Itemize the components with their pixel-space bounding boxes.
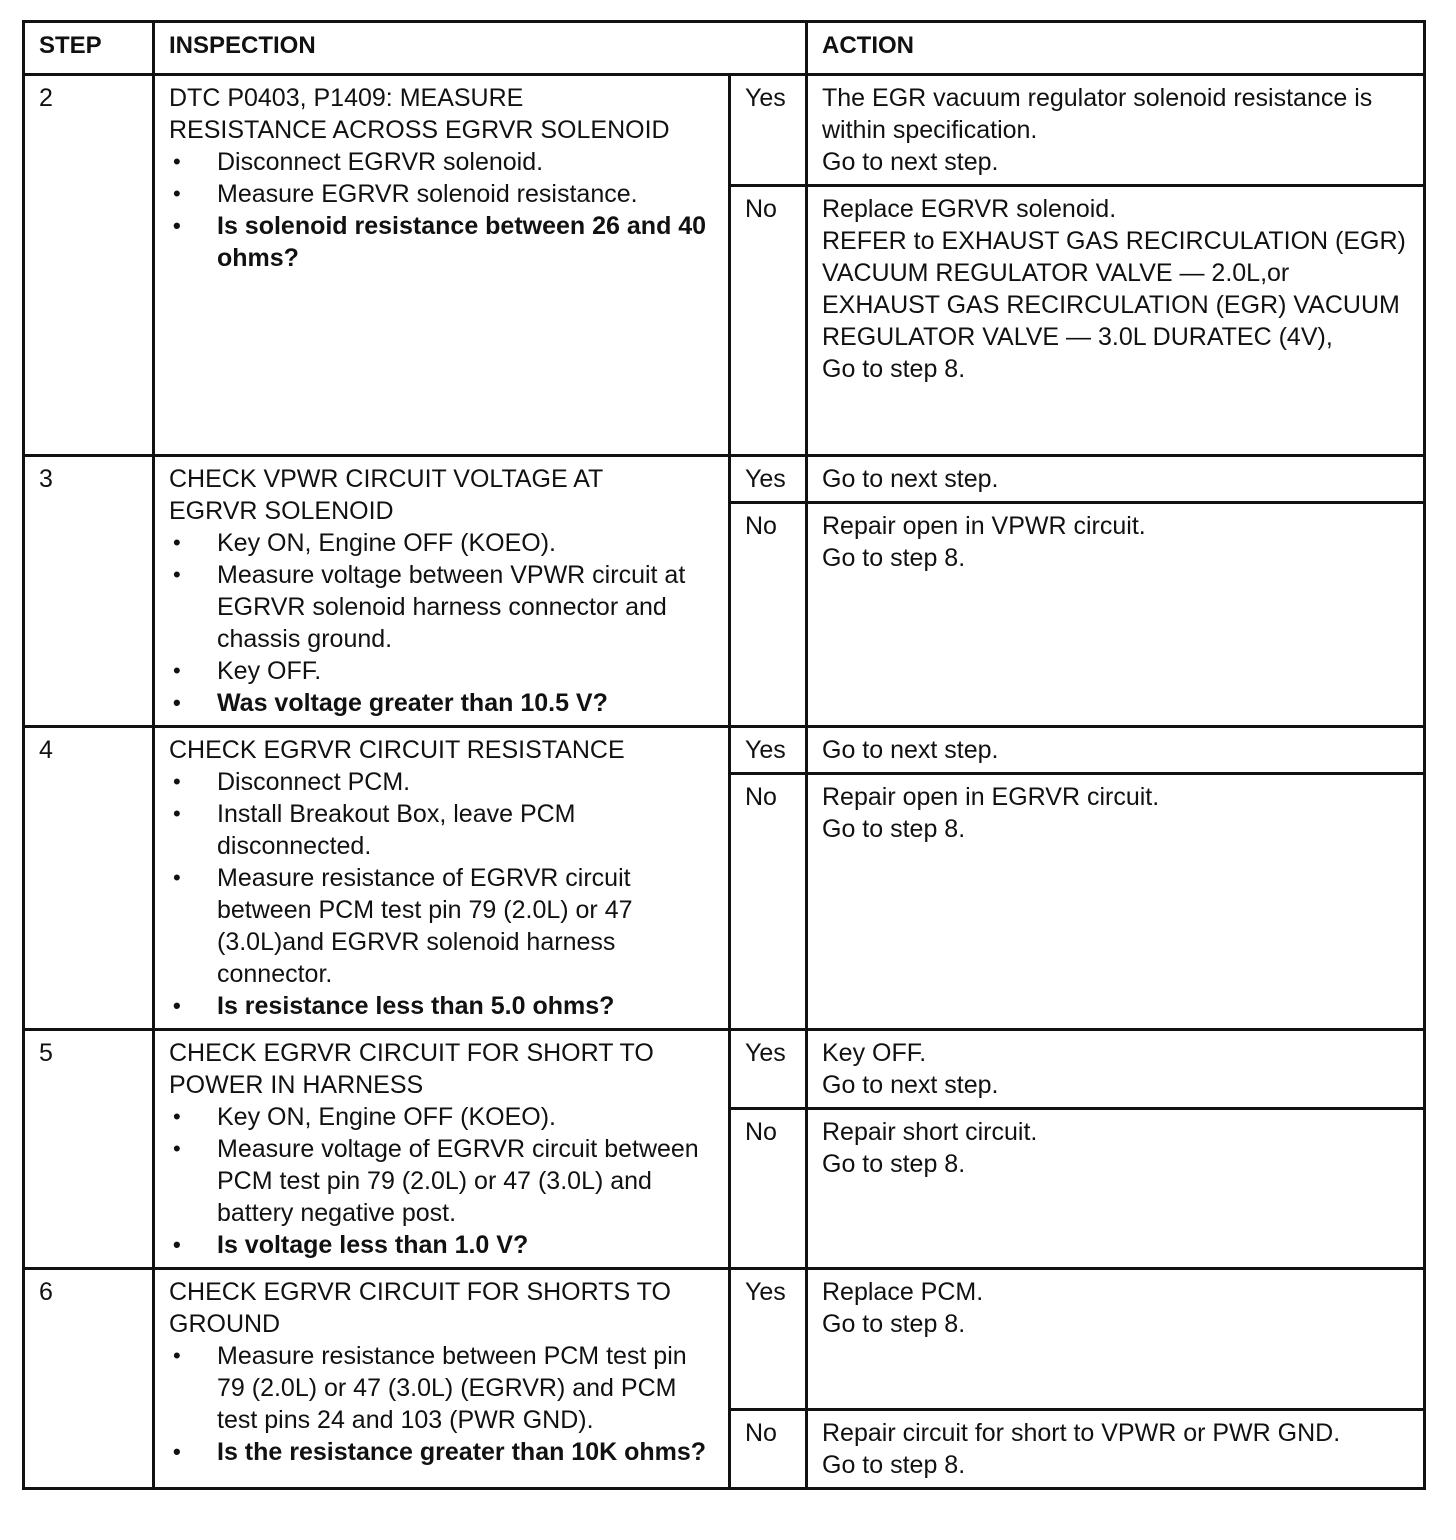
inspection-cell [154, 1269, 730, 1489]
inspection-cell [154, 1030, 730, 1269]
inspection-bullets [169, 1101, 714, 1261]
inspection-title-line: CHECK EGRVR CIRCUIT FOR SHORTS TO [169, 1278, 671, 1306]
inspection-title-line: POWER IN HARNESS [169, 1071, 424, 1099]
action-line: Replace EGRVR solenoid. [822, 195, 1117, 223]
action-line: Go to next step. [822, 465, 999, 493]
inspection-title-line: CHECK EGRVR CIRCUIT FOR SHORT TO [169, 1039, 654, 1067]
action-line: REFER to EXHAUST GAS RECIRCULATION (EGR) VACUUM REGULATOR VALVE — 2.0L,or EXHAUST GAS RECIRCULATION (EGR) VACUUM REGULATOR VALVE — 3.0L DURATEC (4V), [822, 227, 1406, 351]
inspection-title-line: EGRVR SOLENOID [169, 497, 394, 525]
header-step: STEP [24, 22, 154, 75]
step-row-yes [24, 727, 1425, 774]
yes-label: Yes [730, 75, 807, 186]
yes-label: Yes [730, 1269, 807, 1410]
yes-label: Yes [730, 456, 807, 503]
inspection-bullet: • Disconnect EGRVR solenoid. [169, 146, 714, 178]
inspection-cell [154, 727, 730, 1030]
action-line: The EGR vacuum regulator solenoid resistance is within specification. [822, 84, 1373, 144]
inspection-bullets [169, 766, 714, 1022]
inspection-question: • Is voltage less than 1.0 V? [169, 1229, 714, 1261]
header-action: ACTION [807, 22, 1425, 75]
action-line: Go to step 8. [822, 544, 966, 572]
action-line: Go to next step. [822, 148, 999, 176]
no-action [807, 186, 1425, 456]
inspection-cell [154, 75, 730, 456]
inspection-bullet: • Key OFF. [169, 655, 714, 687]
inspection-bullet: • Measure voltage of EGRVR circuit between PCM test pin 79 (2.0L) or 47 (3.0L) and battery negative post. [169, 1133, 714, 1229]
inspection-bullets [169, 527, 714, 719]
header-inspection: INSPECTION [154, 22, 807, 75]
step-row-yes [24, 456, 1425, 503]
inspection-question: • Is the resistance greater than 10K ohms? [169, 1436, 714, 1468]
inspection-bullets [169, 146, 714, 274]
step-row-yes [24, 1269, 1425, 1410]
step-row-yes [24, 75, 1425, 186]
action-line: Go to step 8. [822, 355, 966, 383]
action-line: Go to step 8. [822, 1310, 966, 1338]
diagnostic-page [22, 20, 1423, 1490]
no-action [807, 1410, 1425, 1489]
no-action [807, 774, 1425, 1030]
action-line: Key OFF. [822, 1039, 927, 1067]
no-action [807, 503, 1425, 727]
action-line: Go to next step. [822, 736, 999, 764]
inspection-bullet: • Key ON, Engine OFF (KOEO). [169, 1101, 714, 1133]
step-number: 2 [24, 75, 154, 456]
inspection-bullet: • Measure resistance of EGRVR circuit between PCM test pin 79 (2.0L) or 47 (3.0L)and EGRVR solenoid harness connector. [169, 862, 714, 990]
inspection-question: • Is solenoid resistance between 26 and 40 ohms? [169, 210, 714, 274]
inspection-title-line: GROUND [169, 1310, 281, 1338]
step-number: 5 [24, 1030, 154, 1269]
yes-label: Yes [730, 1030, 807, 1109]
action-line: Repair open in EGRVR circuit. [822, 783, 1160, 811]
action-line: Go to step 8. [822, 1150, 966, 1178]
no-action [807, 1109, 1425, 1269]
no-label: No [730, 774, 807, 1030]
header-row [24, 22, 1425, 75]
inspection-bullet: • Key ON, Engine OFF (KOEO). [169, 527, 714, 559]
inspection-title-line: CHECK VPWR CIRCUIT VOLTAGE AT [169, 465, 604, 493]
step-number: 3 [24, 456, 154, 727]
inspection-cell [154, 456, 730, 727]
yes-action [807, 75, 1425, 186]
inspection-title-line: DTC P0403, P1409: MEASURE [169, 84, 524, 112]
yes-action [807, 1269, 1425, 1410]
step-row-yes [24, 1030, 1425, 1109]
action-line: Repair open in VPWR circuit. [822, 512, 1146, 540]
inspection-title-line: CHECK EGRVR CIRCUIT RESISTANCE [169, 736, 625, 764]
action-line: Go to step 8. [822, 1451, 966, 1479]
no-label: No [730, 186, 807, 456]
inspection-bullet: • Measure voltage between VPWR circuit at EGRVR solenoid harness connector and chassis ground. [169, 559, 714, 655]
inspection-bullet: • Measure EGRVR solenoid resistance. [169, 178, 714, 210]
diagnostic-table [22, 20, 1426, 1490]
no-label: No [730, 1109, 807, 1269]
step-number: 4 [24, 727, 154, 1030]
yes-label: Yes [730, 727, 807, 774]
step-number: 6 [24, 1269, 154, 1489]
action-line: Go to next step. [822, 1071, 999, 1099]
action-line: Repair circuit for short to VPWR or PWR GND. [822, 1419, 1341, 1447]
inspection-bullet: • Install Breakout Box, leave PCM disconnected. [169, 798, 714, 862]
inspection-question: • Was voltage greater than 10.5 V? [169, 687, 714, 719]
inspection-bullet: • Disconnect PCM. [169, 766, 714, 798]
yes-action [807, 1030, 1425, 1109]
inspection-bullet: • Measure resistance between PCM test pin 79 (2.0L) or 47 (3.0L) (EGRVR) and PCM test pins 24 and 103 (PWR GND). [169, 1340, 714, 1436]
yes-action [807, 456, 1425, 503]
no-label: No [730, 503, 807, 727]
inspection-title-line: RESISTANCE ACROSS EGRVR SOLENOID [169, 116, 670, 144]
yes-action [807, 727, 1425, 774]
inspection-question: • Is resistance less than 5.0 ohms? [169, 990, 714, 1022]
action-line: Repair short circuit. [822, 1118, 1038, 1146]
no-label: No [730, 1410, 807, 1489]
action-line: Replace PCM. [822, 1278, 984, 1306]
inspection-bullets [169, 1340, 714, 1468]
action-line: Go to step 8. [822, 815, 966, 843]
